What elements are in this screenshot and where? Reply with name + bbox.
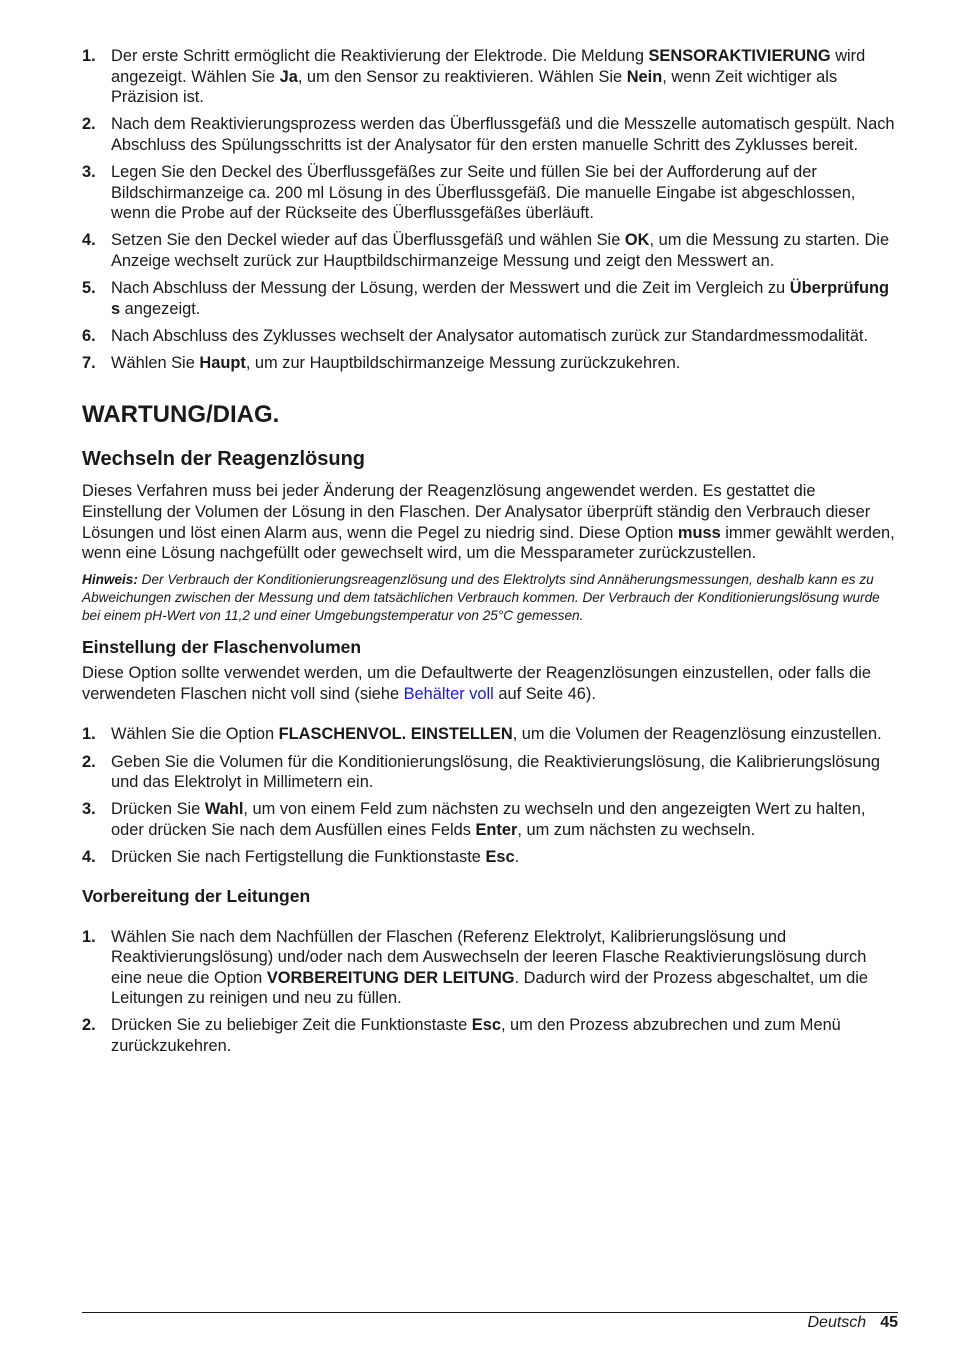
list-item: 7. Wählen Sie Haupt, um zur Hauptbildschirmanzeige Messung zurückzukehren. [82,353,681,372]
list-item: 5. Nach Abschluss der Messung der Lösung, werden der Messwert und die Zeit im Vergleich zu Überprüfung s angezeigt. [82,278,889,318]
subsection-paragraph: Dieses Verfahren muss bei jeder Änderung der Reagenzlösung angewendet werden. Es gestattet die Einstellung der Volumen der Lösung in den Flaschen. Der Analysator überprüft ständig den Verbrauch dieser Lösungen und löst einen Alarm aus, wenn die Pegel zu niedrig sind. Diese Option muss immer gewählt werden, wenn eine Lösung nachgefüllt oder gewechselt wird, um die Messparameter zurückzustellen. [82,482,895,563]
page-number: 45 [880,1314,898,1331]
step-number: 3. [82,162,96,181]
step-number: 4. [82,847,96,866]
step-number: 1. [82,47,96,65]
list-item: 2. Nach dem Reaktivierungsprozess werden das Überflussgefäß und die Messzelle automatisch gespült. Nach Abschluss des Spülungsschritts ist der Analysator für den ersten manuelle Schritt des Zyklusses bereit. [82,115,895,154]
note-paragraph: Hinweis: Der Verbrauch der Konditionierungsreagenzlösung und des Elektrolyts sind Annäherungsmessungen, deshalb kann es zu Abweichungen zwischen der Messung und dem tatsächlichen Verbrauch kommen. Der Verbrauch der Konditionierungslösung wurde bei einem pH-Wert von 11,2 und einer Umgebungstemperatur von 25°C gemessen. [82,571,880,624]
list-item: 1. Der erste Schritt ermöglicht die Reaktivierung der Elektrode. Die Meldung SENSORAKTIVIERUNG wird angezeigt. Wählen Sie Ja, um den Sensor zu reaktivieren. Wählen Sie Nein, wenn Zeit wichtiger als Präzision ist. [82,47,866,107]
step-number: 1. [82,725,96,744]
flask-steps-list [82,724,898,867]
step-number: 2. [82,115,96,134]
list-item: 2. Drücken Sie zu beliebiger Zeit die Funktionstaste Esc, um den Prozess abzubrechen und zum Menü zurückzukehren. [82,1016,841,1056]
note-label: Hinweis: [82,571,138,587]
step-number: 2. [82,752,96,771]
step-number: 3. [82,800,96,819]
list-item: 4. Drücken Sie nach Fertigstellung die Funktionstaste Esc. [82,847,520,866]
list-item: 3. Drücken Sie Wahl, um von einem Feld zum nächsten zu wechseln und den angezeigten Wert zu halten, oder drücken Sie nach dem Ausfüllen eines Felds Enter, um zum nächsten zu wechseln. [82,800,866,839]
flask-volume-heading: Einstellung der Flaschenvolumen [82,637,362,658]
step-number: 5. [82,278,96,297]
footer-divider [82,1312,898,1313]
step-number: 7. [82,353,96,372]
page-footer [808,1313,899,1333]
step-number: 6. [82,326,96,345]
list-item: 1. Wählen Sie die Option FLASCHENVOL. EINSTELLEN, um die Volumen der Reagenzlösung einzustellen. [82,725,882,744]
intro-steps-list [82,46,898,373]
document-page [82,46,898,1063]
list-item: 6. Nach Abschluss des Zyklusses wechselt der Analysator automatisch zurück zur Standardmessmodalität. [82,326,869,345]
list-item: 2. Geben Sie die Volumen für die Konditionierungslösung, die Reaktivierungslösung, die Kalibrierungslösung und das Elektrolyt in Millimetern ein. [82,752,881,792]
list-item: 3. Legen Sie den Deckel des Überflussgefäßes zur Seite und füllen Sie bei der Aufforderung auf der Bildschirmanzeige ca. 200 ml Lösung in des Überflussgefäß. Die manuelle Eingabe ist abgeschlossen, wenn die Probe auf der Rückseite des Überflussgefäßes überläuft. [82,162,856,223]
list-item: 4. Setzen Sie den Deckel wieder auf das Überflussgefäß und wählen Sie OK, um die Messung zu starten. Die Anzeige wechselt zurück zur Hauptbildschirmanzeige Messung und zeigt den Messwert an. [82,231,890,270]
subsection-title: Wechseln der Reagenzlösung [82,448,366,471]
behaelter-voll-link[interactable]: Behälter voll [403,684,494,703]
section-title: WARTUNG/DIAG. [82,401,280,429]
step-number: 2. [82,1016,96,1035]
line-preparation-heading: Vorbereitung der Leitungen [82,885,311,906]
flask-volume-paragraph: Diese Option sollte verwendet werden, um die Defaultwerte der Reagenzlösungen einzustellen, oder falls die verwendeten Flaschen nicht voll sind (siehe Behälter voll auf Seite 46). [82,664,872,703]
line-steps-list [82,927,898,1057]
list-item: 1. Wählen Sie nach dem Nachfüllen der Flaschen (Referenz Elektrolyt, Kalibrierungslösung und Reaktivierungslösung) und/oder nach dem Auswechseln der leeren Flasche Reaktivierungslösung durch eine neue die Option VORBEREITUNG DER LEITUNG. Dadurch wird der Prozess abgeschaltet, um die Leitungen zu reinigen und neu zu füllen. [82,927,869,1008]
step-number: 4. [82,231,96,250]
footer-language: Deutsch [807,1314,867,1331]
step-number: 1. [82,927,96,946]
